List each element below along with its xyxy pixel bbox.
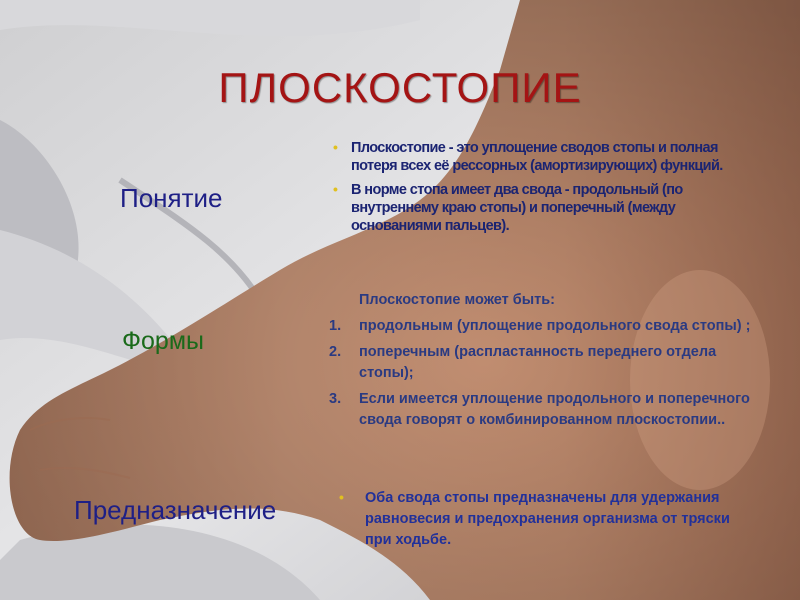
bullet-icon: • (339, 489, 344, 505)
concept-item-text: Плоскостопие - это уплощение сводов стопы и полная потеря всех её рессорных (амортизирующих) функций. (351, 140, 723, 174)
forms-list-item (329, 342, 769, 384)
forms-list-item (329, 389, 769, 431)
list-number: 1. (329, 318, 342, 334)
forms-text-block (329, 290, 769, 436)
forms-intro: Плоскостопие может быть: (359, 292, 555, 308)
concept-item (333, 181, 753, 235)
purpose-text-block (339, 488, 759, 551)
forms-label: Формы (122, 327, 204, 355)
bullet-icon: • (333, 181, 338, 197)
forms-item-text: продольным (уплощение продольного свода стопы) ; (359, 318, 751, 334)
forms-item-text: Если имеется уплощение продольного и поперечного свода говорят о комбинированном плоскостопии.. (359, 391, 750, 428)
forms-list-item (329, 316, 769, 337)
concept-text-block (333, 139, 753, 241)
slide-title: ПЛОСКОСТОПИЕ (218, 64, 582, 111)
purpose-label: Предназначение (74, 495, 277, 525)
concept-label: Понятие (120, 183, 223, 213)
list-number: 2. (329, 344, 342, 360)
bullet-icon: • (333, 139, 338, 155)
purpose-item (339, 488, 759, 551)
concept-item (333, 139, 753, 175)
list-number: 3. (329, 391, 342, 407)
purpose-item-text: Оба свода стопы предназначены для удержания равновесия и предохранения организма от тряски при ходьбе. (365, 490, 730, 548)
concept-item-text: В норме стопа имеет два свода - продольный (по внутреннему краю стопы) и поперечный (между основаниями пальцев). (351, 182, 683, 234)
forms-item-text: поперечным (распластанность переднего отдела стопы); (359, 344, 717, 381)
